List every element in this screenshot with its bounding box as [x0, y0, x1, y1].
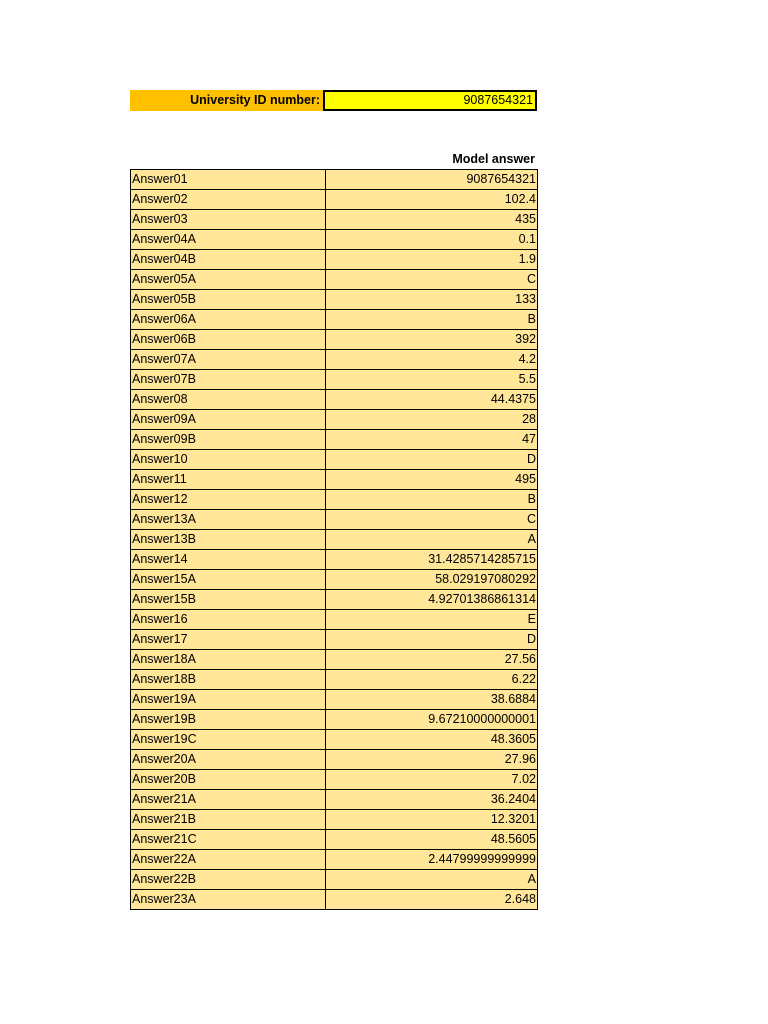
- answer-value-cell[interactable]: 58.029197080292: [326, 570, 538, 590]
- table-row: [131, 210, 538, 230]
- answer-name-cell[interactable]: Answer04A: [131, 230, 326, 250]
- answer-value-cell[interactable]: 0.1: [326, 230, 538, 250]
- answer-value-cell[interactable]: 495: [326, 470, 538, 490]
- answer-value-cell[interactable]: 9.67210000000001: [326, 710, 538, 730]
- answer-value-cell[interactable]: 392: [326, 330, 538, 350]
- answer-value-cell[interactable]: 48.5605: [326, 830, 538, 850]
- answer-value-cell[interactable]: 12.3201: [326, 810, 538, 830]
- answer-name-cell[interactable]: Answer02: [131, 190, 326, 210]
- answer-name-cell[interactable]: Answer17: [131, 630, 326, 650]
- table-row: [131, 310, 538, 330]
- answer-value-cell[interactable]: C: [326, 510, 538, 530]
- answer-name-cell[interactable]: Answer01: [131, 170, 326, 190]
- table-row: [131, 870, 538, 890]
- table-row: [131, 670, 538, 690]
- answer-name-cell[interactable]: Answer07A: [131, 350, 326, 370]
- answer-value-cell[interactable]: E: [326, 610, 538, 630]
- answer-value-cell[interactable]: 36.2404: [326, 790, 538, 810]
- table-row: [131, 490, 538, 510]
- table-row: [131, 730, 538, 750]
- university-id-label: University ID number:: [130, 90, 323, 111]
- table-row: [131, 170, 538, 190]
- table-row: [131, 710, 538, 730]
- table-row: [131, 350, 538, 370]
- answer-value-cell[interactable]: 1.9: [326, 250, 538, 270]
- answer-value-cell[interactable]: 435: [326, 210, 538, 230]
- answer-value-cell[interactable]: 6.22: [326, 670, 538, 690]
- university-id-cell[interactable]: 9087654321: [323, 90, 537, 111]
- table-row: [131, 290, 538, 310]
- table-row: [131, 370, 538, 390]
- table-row: [131, 590, 538, 610]
- answer-value-cell[interactable]: B: [326, 310, 538, 330]
- answer-name-cell[interactable]: Answer05B: [131, 290, 326, 310]
- table-row: [131, 190, 538, 210]
- answer-name-cell[interactable]: Answer19A: [131, 690, 326, 710]
- answer-value-cell[interactable]: 38.6884: [326, 690, 538, 710]
- answers-table-body: [131, 170, 538, 910]
- answer-value-cell[interactable]: 31.4285714285715: [326, 550, 538, 570]
- answer-value-cell[interactable]: 2.44799999999999: [326, 850, 538, 870]
- table-row: [131, 390, 538, 410]
- table-row: [131, 330, 538, 350]
- answer-name-cell[interactable]: Answer07B: [131, 370, 326, 390]
- answer-value-cell[interactable]: D: [326, 450, 538, 470]
- table-row: [131, 270, 538, 290]
- table-row: [131, 750, 538, 770]
- table-row: [131, 850, 538, 870]
- table-row: [131, 470, 538, 490]
- table-row: [131, 510, 538, 530]
- answer-value-cell[interactable]: 102.4: [326, 190, 538, 210]
- answer-value-cell[interactable]: B: [326, 490, 538, 510]
- answer-value-cell[interactable]: 4.92701386861314: [326, 590, 538, 610]
- answers-table: [130, 169, 538, 910]
- table-row: [131, 450, 538, 470]
- answer-name-cell[interactable]: Answer12: [131, 490, 326, 510]
- answer-name-cell[interactable]: Answer20B: [131, 770, 326, 790]
- table-row: [131, 830, 538, 850]
- answer-name-cell[interactable]: Answer04B: [131, 250, 326, 270]
- answer-name-cell[interactable]: Answer13B: [131, 530, 326, 550]
- answer-name-cell[interactable]: Answer11: [131, 470, 326, 490]
- table-row: [131, 790, 538, 810]
- answer-name-cell[interactable]: Answer21C: [131, 830, 326, 850]
- table-row: [131, 230, 538, 250]
- table-row: [131, 530, 538, 550]
- answer-name-cell[interactable]: Answer14: [131, 550, 326, 570]
- model-answer-header: Model answer: [452, 152, 535, 166]
- answer-name-cell[interactable]: Answer16: [131, 610, 326, 630]
- answer-value-cell[interactable]: A: [326, 870, 538, 890]
- answer-name-cell[interactable]: Answer03: [131, 210, 326, 230]
- university-id-row: [130, 90, 537, 111]
- answer-name-cell[interactable]: Answer21A: [131, 790, 326, 810]
- table-row: [131, 570, 538, 590]
- table-row: [131, 630, 538, 650]
- table-row: [131, 550, 538, 570]
- table-row: [131, 690, 538, 710]
- answer-value-cell[interactable]: 4.2: [326, 350, 538, 370]
- answer-name-cell[interactable]: Answer09B: [131, 430, 326, 450]
- answer-name-cell[interactable]: Answer23A: [131, 890, 326, 910]
- table-row: [131, 410, 538, 430]
- answer-value-cell[interactable]: 28: [326, 410, 538, 430]
- answer-name-cell[interactable]: Answer21B: [131, 810, 326, 830]
- answer-name-cell[interactable]: Answer05A: [131, 270, 326, 290]
- answer-name-cell[interactable]: Answer06A: [131, 310, 326, 330]
- answer-value-cell[interactable]: 133: [326, 290, 538, 310]
- answer-value-cell[interactable]: 44.4375: [326, 390, 538, 410]
- answer-name-cell[interactable]: Answer08: [131, 390, 326, 410]
- answer-value-cell[interactable]: 48.3605: [326, 730, 538, 750]
- answer-value-cell[interactable]: C: [326, 270, 538, 290]
- answer-value-cell[interactable]: 9087654321: [326, 170, 538, 190]
- answer-name-cell[interactable]: Answer20A: [131, 750, 326, 770]
- answer-name-cell[interactable]: Answer18A: [131, 650, 326, 670]
- answer-name-cell[interactable]: Answer22B: [131, 870, 326, 890]
- answer-name-cell[interactable]: Answer15B: [131, 590, 326, 610]
- table-row: [131, 890, 538, 910]
- answer-name-cell[interactable]: Answer10: [131, 450, 326, 470]
- answer-name-cell[interactable]: Answer13A: [131, 510, 326, 530]
- table-row: [131, 770, 538, 790]
- answer-name-cell[interactable]: Answer15A: [131, 570, 326, 590]
- answer-value-cell[interactable]: 7.02: [326, 770, 538, 790]
- table-row: [131, 810, 538, 830]
- answer-value-cell[interactable]: A: [326, 530, 538, 550]
- table-row: [131, 610, 538, 630]
- answer-value-cell[interactable]: 47: [326, 430, 538, 450]
- answer-value-cell[interactable]: 5.5: [326, 370, 538, 390]
- answer-name-cell[interactable]: Answer18B: [131, 670, 326, 690]
- answer-name-cell[interactable]: Answer19C: [131, 730, 326, 750]
- answer-name-cell[interactable]: Answer09A: [131, 410, 326, 430]
- answer-name-cell[interactable]: Answer06B: [131, 330, 326, 350]
- answer-name-cell[interactable]: Answer22A: [131, 850, 326, 870]
- table-row: [131, 430, 538, 450]
- table-row: [131, 250, 538, 270]
- answer-value-cell[interactable]: 27.56: [326, 650, 538, 670]
- answer-value-cell[interactable]: 27.96: [326, 750, 538, 770]
- answer-name-cell[interactable]: Answer19B: [131, 710, 326, 730]
- answer-value-cell[interactable]: 2.648: [326, 890, 538, 910]
- table-row: [131, 650, 538, 670]
- answer-value-cell[interactable]: D: [326, 630, 538, 650]
